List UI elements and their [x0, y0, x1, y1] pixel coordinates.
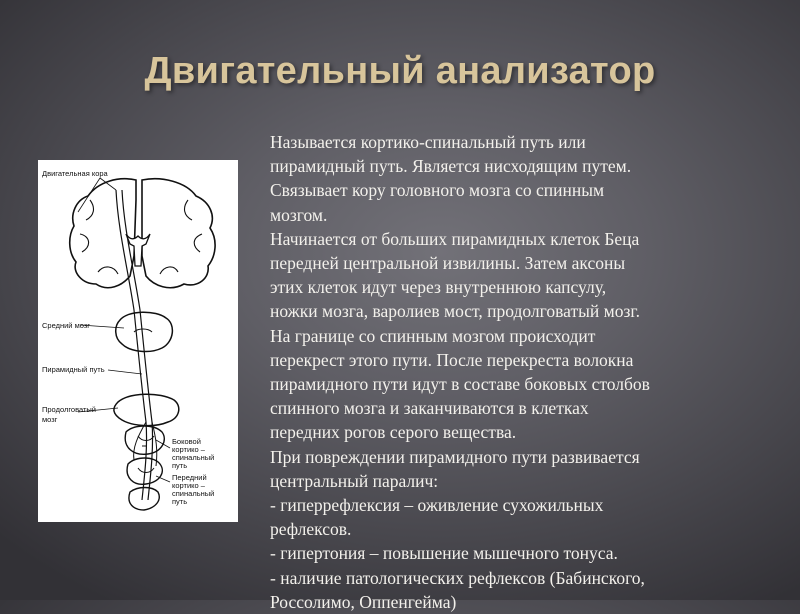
body-line: Россолимо, Оппенгейма)	[270, 591, 457, 612]
body-line: пирамидного пути идут в составе боковых столбов	[270, 374, 650, 395]
body-line: - гипертония – повышение мышечного тонуса.	[270, 543, 618, 564]
body-line: центральный паралич:	[270, 470, 439, 491]
body-line: перекрест этого пути. После перекреста волокна	[270, 349, 634, 370]
label-anterior-tract-2: кортико –	[172, 481, 205, 490]
pyramidal-tract-diagram	[38, 160, 238, 522]
body-line: передних рогов серого вещества.	[270, 422, 517, 443]
spinal-section-3	[129, 488, 159, 511]
body-line: При повреждении пирамидного пути развивается	[270, 446, 640, 467]
label-lateral-tract: Боковой	[172, 437, 201, 446]
body-line: Связывает кору головного мозга со спинным	[270, 180, 605, 201]
label-anterior-tract: Передний	[172, 473, 207, 482]
body-line: Начинается от больших пирамидных клеток Беца	[270, 228, 640, 249]
label-midbrain: Средний мозг	[42, 321, 90, 330]
label-lateral-tract-3: спинальный	[172, 453, 215, 462]
body-line: - гиперрефлексия – оживление сухожильных	[270, 495, 604, 516]
body-line: Называется кортико-спинальный путь или	[270, 132, 586, 152]
label-medulla-2: мозг	[42, 415, 58, 424]
body-line: ножки мозга, варолиев мост, продолговатый мозг.	[270, 301, 640, 322]
label-medulla: Продолговатый	[42, 405, 96, 414]
body-line: На границе со спинным мозгом происходит	[270, 325, 596, 346]
label-anterior-tract-3: спинальный	[172, 489, 215, 498]
brain-outline	[70, 179, 215, 288]
body-line: мозгом.	[270, 204, 328, 225]
label-lateral-tract-4: путь	[172, 461, 188, 470]
label-pyramidal-tract: Пирамидный путь	[42, 365, 105, 374]
body-line: передней центральной извилины. Затем аксоны	[270, 253, 626, 274]
body-line: - наличие патологических рефлексов (Бабинского,	[270, 567, 645, 588]
body-line: этих клеток идут через внутреннюю капсулу,	[270, 277, 607, 298]
label-lateral-tract-2: кортико –	[172, 445, 205, 454]
label-anterior-tract-4: путь	[172, 497, 188, 506]
body-text	[270, 130, 790, 614]
diagram-svg	[38, 160, 238, 522]
slide-title: Двигательный анализатор	[144, 50, 656, 92]
body-line: пирамидный путь. Является нисходящим путем.	[270, 156, 632, 177]
body-line: спинного мозга и заканчиваются в клетках	[270, 398, 589, 419]
body-line: рефлексов.	[270, 519, 352, 540]
label-motor-cortex: Двигательная кора	[42, 169, 108, 178]
